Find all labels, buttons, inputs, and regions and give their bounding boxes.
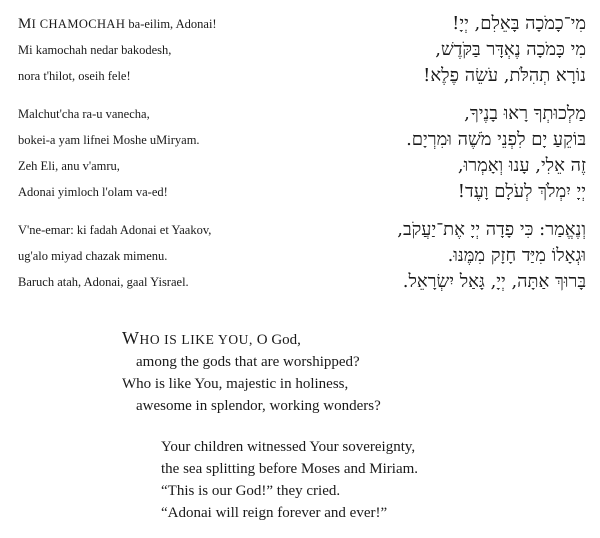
small-caps-title: I CHAMOCHAH (31, 17, 126, 31)
stanza-2-line-4 (0, 182, 600, 206)
hebrew-text: וְנֶאֱמַר: כִּי פָדָה יְיָ אֶת־יַעֲקֹב, (397, 219, 586, 240)
transliteration: bokei-a yam lifnei Moshe uMiryam. (18, 133, 200, 147)
hebrew-text: זֶה אֵלִי, עָנוּ וְאָמְרוּ, (457, 155, 586, 176)
hebrew-text: בָּרוּךְ אַתָּה, יְיָ, גָּאַל יִשְׂרָאֵל. (402, 271, 586, 292)
transliteration-rest: ba-eilim, Adonai! (125, 17, 217, 31)
transliteration (18, 16, 217, 32)
english-line: the sea splitting before Moses and Miriam. (161, 461, 419, 477)
hebrew-text: וּגְאָלוֹ מִיַּד חָזָק מִמֶּנּוּ. (447, 245, 586, 266)
hebrew-text: מִי־כָמֹכָה בָּאֵלִם, יְיָ! (452, 13, 586, 34)
hebrew-text: מַלְכוּתְךָ רָאוּ בָנֶיךָ, (464, 103, 586, 124)
english-heading-rest: O God, (253, 332, 301, 348)
stanza-3-line-1 (0, 220, 600, 244)
english-line: “This is our God!” they cried. (161, 483, 341, 499)
transliteration: Malchut'cha ra-u vanecha, (18, 107, 150, 121)
stanza-2-line-3 (0, 156, 600, 180)
english-line: among the gods that are worshipped? (136, 354, 360, 370)
english-line: awesome in splendor, working wonders? (136, 398, 381, 414)
transliteration: nora t'hilot, oseih fele! (18, 69, 131, 83)
english-heading-line (122, 328, 301, 350)
drop-cap: M (18, 16, 32, 32)
hebrew-text: יְיָ יִמְלֹךְ לְעֹלָם וָעֶד! (457, 181, 586, 202)
english-line: “Adonai will reign forever and ever!” (161, 505, 388, 521)
transliteration: ug'alo miyad chazak mimenu. (18, 249, 168, 263)
transliteration: Zeh Eli, anu v'amru, (18, 159, 120, 173)
english-small-caps: HO IS LIKE YOU, (139, 332, 253, 347)
stanza-2-line-2 (0, 130, 600, 154)
english-drop-cap: W (122, 328, 140, 348)
transliteration: Mi kamochah nedar bakodesh, (18, 43, 172, 57)
stanza-1-line-3 (0, 66, 600, 90)
transliteration: V'ne-emar: ki fadah Adonai et Yaakov, (18, 223, 212, 237)
hebrew-text: נוֹרָא תְהִלֹּת, עֹשֵׂה פֶלֶא! (423, 65, 586, 86)
transliteration: Adonai yimloch l'olam va-ed! (18, 185, 168, 199)
hebrew-text: מִי כָּמֹכָה נֶאְדָּר בַּקֹּדֶשׁ, (435, 39, 586, 60)
stanza-3-line-3 (0, 272, 600, 296)
stanza-2-line-1 (0, 104, 600, 128)
stanza-3-line-2 (0, 246, 600, 270)
english-line: Your children witnessed Your sovereignty, (161, 439, 416, 455)
stanza-1-line-1 (0, 14, 600, 38)
stanza-1-line-2 (0, 40, 600, 64)
transliteration: Baruch atah, Adonai, gaal Yisrael. (18, 275, 189, 289)
english-line: Who is like You, majestic in holiness, (122, 376, 349, 392)
hebrew-text: בּוֹקֵעַ יָם לִפְנֵי מֹשֶׁה וּמִרְיָם. (406, 129, 586, 150)
